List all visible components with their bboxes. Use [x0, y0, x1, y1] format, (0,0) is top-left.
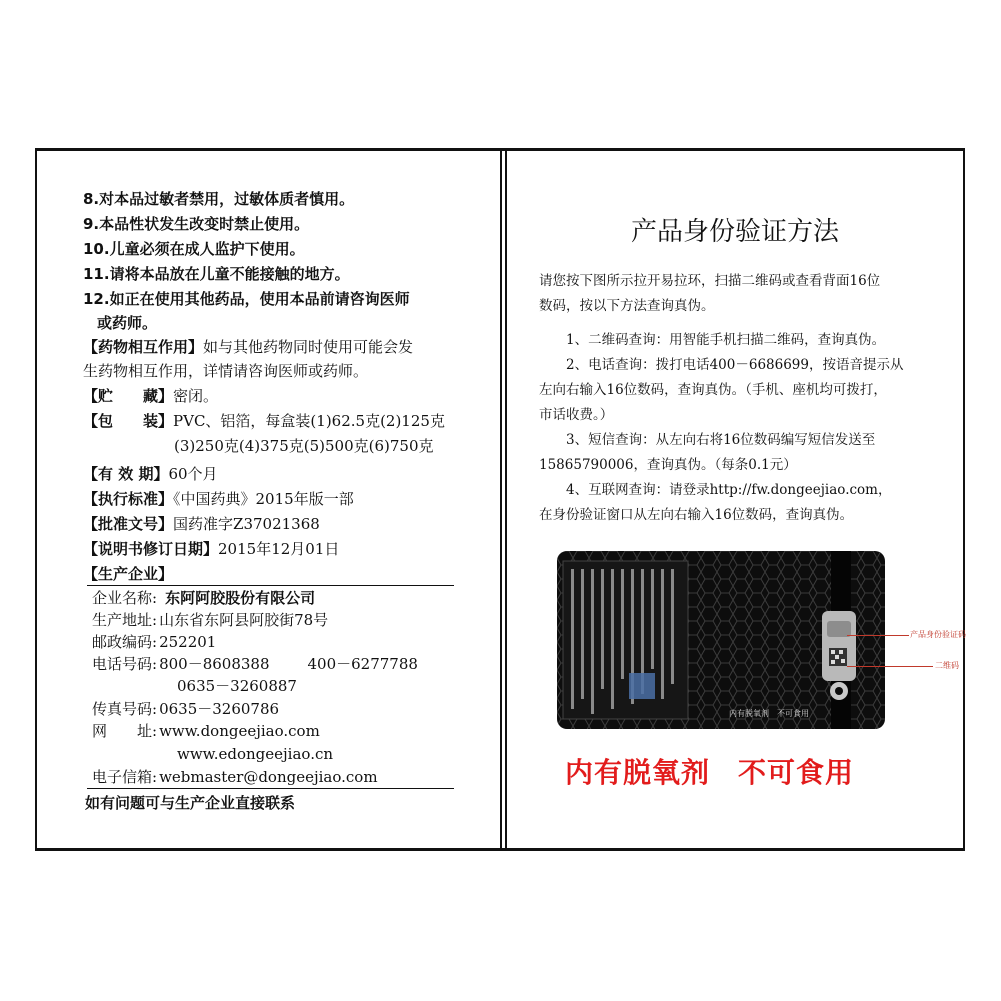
product-box-illustration	[557, 551, 885, 729]
interactions-label: 【药物相互作用】	[83, 338, 204, 356]
fax-label: 传真号码:	[92, 700, 158, 718]
manufacturer-rule	[87, 585, 454, 586]
box-label-text: 内有脱氧剂 不可食用	[729, 709, 809, 718]
verification-instructions	[539, 269, 935, 528]
warning-item-11: 11.请将本品放在儿童不能接触的地方。	[83, 265, 350, 283]
callout-line-code	[847, 635, 909, 636]
interactions-text-cont: 生药物相互作用，详情请咨询医师或药师。	[83, 362, 369, 380]
fax-value: 0635－3260786	[159, 700, 280, 718]
address-value: 山东省东阿县阿胶街78号	[159, 611, 329, 629]
approval-value: 国药准字Z37021368	[173, 515, 320, 533]
storage-label: 【贮 藏】	[83, 387, 174, 405]
approval-label: 【批准文号】	[83, 515, 174, 533]
packaging-label: 【包 装】	[83, 412, 174, 430]
validity-section	[83, 463, 218, 485]
contact-rule	[87, 788, 454, 789]
interactions-text: 如与其他药物同时使用可能会发	[203, 338, 414, 356]
revision-section	[83, 538, 339, 560]
product-box-graphic	[557, 551, 885, 729]
interactions-section	[83, 336, 413, 358]
phone-value-2: 400－6277788	[307, 655, 418, 673]
website-value-2: www.edongeejiao.cn	[177, 745, 334, 763]
standard-section	[83, 488, 354, 510]
method-qrcode: 1、二维码查询：用智能手机扫描二维码，查询真伪。	[566, 332, 886, 348]
method-sms: 3、短信查询：从左向右将16位数码编写短信发送至	[566, 432, 876, 448]
validity-label: 【有 效 期】	[83, 465, 169, 483]
approval-section	[83, 513, 320, 535]
phone-value-1: 800－8608388	[159, 655, 270, 673]
email-row	[92, 766, 378, 788]
warning-item-8: 8.对本品过敏者禁用，过敏体质者慎用。	[83, 190, 355, 208]
company-name-label: 企业名称:	[92, 589, 158, 607]
fax-row	[92, 698, 279, 720]
intro-line-2: 数码，按以下方法查询真伪。	[539, 298, 715, 314]
storage-section	[83, 385, 218, 407]
deoxidizer-warning	[565, 751, 854, 791]
callout-qrcode: 二维码	[935, 661, 959, 670]
method-internet: 4、互联网查询：请登录http://fw.dongeejiao.com，	[566, 482, 892, 498]
warning-item-12: 12.如正在使用其他药品，使用本品前请咨询医师	[83, 290, 410, 308]
standard-value: 《中国药典》2015年版一部	[173, 490, 354, 508]
callout-verification-code: 产品身份验证码	[910, 630, 966, 639]
website-value-1: www.dongeejiao.com	[159, 722, 320, 740]
website-label: 网 址:	[92, 722, 158, 740]
email-label: 电子信箱:	[92, 768, 158, 786]
verification-title: 产品身份验证方法	[630, 217, 839, 247]
method-phone-cont-1: 左向右输入16位数码，查询真伪。（手机、座机均可拨打，	[539, 382, 887, 398]
phone-row	[92, 653, 418, 675]
company-name-value: 东阿阿胶股份有限公司	[165, 589, 316, 607]
address-row	[92, 609, 328, 631]
revision-label: 【说明书修订日期】	[83, 540, 219, 558]
packaging-value: PVC、铝箔，每盒装(1)62.5克(2)125克	[173, 412, 445, 430]
packaging-section	[83, 410, 445, 432]
verification-panel	[505, 151, 965, 848]
instructions-panel	[35, 151, 502, 848]
method-phone: 2、电话查询：拨打电话400－6686699，按语音提示从	[566, 357, 904, 373]
method-phone-cont-2: 市话收费。）	[539, 407, 614, 423]
validity-value: 60个月	[168, 465, 218, 483]
warning-item-9: 9.本品性状发生改变时禁止使用。	[83, 215, 310, 233]
postcode-value: 252201	[159, 633, 217, 651]
standard-label: 【执行标准】	[83, 490, 174, 508]
phone-label: 电话号码:	[92, 655, 158, 673]
method-internet-cont: 在身份验证窗口从左向右输入16位数码，查询真伪。	[539, 507, 854, 523]
address-label: 生产地址:	[92, 611, 158, 629]
callout-line-qrcode	[847, 666, 933, 667]
postcode-label: 邮政编码:	[92, 633, 158, 651]
storage-value: 密闭。	[173, 387, 219, 405]
intro-line-1: 请您按下图所示拉开易拉环，扫描二维码或查看背面16位	[539, 273, 881, 289]
deoxidizer-warning-part-2: 不可食用	[738, 756, 855, 789]
revision-value: 2015年12月01日	[218, 540, 340, 558]
postcode-row	[92, 631, 216, 653]
manufacturer-label: 【生产企业】	[83, 565, 174, 583]
deoxidizer-warning-part-1: 内有脱氧剂	[565, 756, 711, 789]
email-value: webmaster@dongeejiao.com	[159, 768, 378, 786]
method-sms-cont: 15865790006，查询真伪。（每条0.1元）	[539, 457, 797, 473]
company-name-row	[92, 587, 315, 609]
packaging-value-cont: (3)250克(4)375克(5)500克(6)750克	[174, 437, 434, 455]
phone-value-3: 0635－3260887	[177, 677, 297, 695]
leaflet	[35, 148, 965, 851]
warning-item-10: 10.儿童必须在成人监护下使用。	[83, 240, 305, 258]
contact-note: 如有问题可与生产企业直接联系	[85, 794, 296, 812]
website-row	[92, 720, 320, 742]
warning-item-12-cont: 或药师。	[97, 314, 158, 332]
